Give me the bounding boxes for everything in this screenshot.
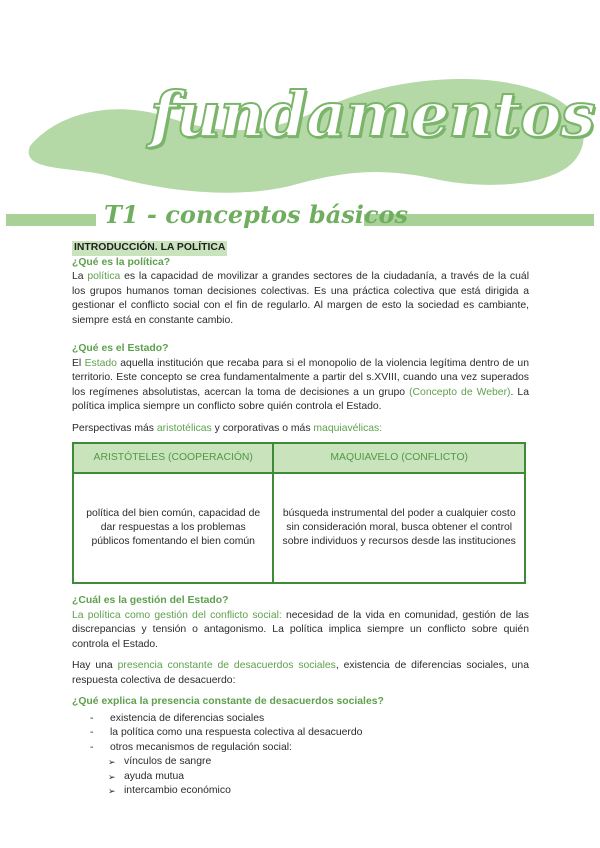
arrow-icon: ➢ (108, 786, 116, 796)
term-maquiavelicas: maquiavélicas: (313, 422, 383, 434)
dash-marker: - (90, 727, 94, 738)
term-gestion-conflicto: La política como gestión del conflicto social: (72, 609, 282, 621)
term-aristotelicas: aristotélicas (156, 422, 212, 434)
comparison-table (72, 442, 526, 584)
list-item-text: vínculos de sangre (124, 756, 212, 767)
arrow-icon: ➢ (108, 771, 116, 782)
text: . La política implica siempre un conflicto sobre quién controla el Estado. (72, 386, 529, 412)
paragraph-estado (72, 357, 529, 415)
list-item-text: intercambio económico (124, 785, 231, 796)
content (72, 241, 529, 799)
table-header-aristoteles: ARISTÓTELES (COOPERACIÓN) (73, 443, 273, 473)
list-explica (72, 712, 529, 756)
intro-heading: INTRODUCCIÓN. LA POLÍTICA (72, 241, 227, 256)
sublist-mecanismos (72, 755, 529, 799)
spacer (72, 688, 529, 695)
reference-weber: (Concepto de Weber) (409, 386, 511, 398)
list-item-text: la política como una respuesta colectiva al desacuerdo (110, 727, 363, 738)
text: , existencia de diferencias sociales, una respuesta colectiva de desacuerdo: (72, 660, 529, 686)
list-item-text: ayuda mutua (124, 770, 185, 782)
text: El (72, 357, 85, 369)
question-gestion: ¿Cuál es la gestión del Estado? (72, 595, 229, 606)
table-header-row (73, 443, 525, 473)
question-explica: ¿Qué explica la presencia constante de desacuerdos sociales? (72, 696, 384, 707)
text: necesidad de la vida en comunidad, gestión de las discrepancias y tensión o antagonismo. La política implica siempre un conflicto sobre quién controla el Estado. (72, 609, 530, 650)
spacer (72, 328, 529, 342)
spacer (72, 415, 529, 422)
question-politica: ¿Qué es la política? (72, 256, 171, 268)
spacer (72, 652, 529, 659)
term-desacuerdos: presencia constante de desacuerdos sociales (117, 660, 336, 671)
list-item-text: existencia de diferencias sociales (110, 712, 265, 724)
list-item (108, 784, 529, 799)
question-estado: ¿Qué es el Estado? (72, 343, 169, 354)
list-item (90, 726, 529, 741)
arrow-icon: ➢ (108, 757, 116, 767)
list-item-text: otros mecanismos de regulación social: (110, 741, 292, 753)
dash-marker: - (90, 741, 94, 753)
list-item (108, 770, 529, 785)
paragraph-gestion (72, 609, 529, 653)
paragraph-desacuerdos (72, 659, 529, 688)
list-item (90, 712, 529, 727)
title-bar-left (6, 214, 96, 226)
list-item (90, 741, 529, 756)
page-title: fundamentos (150, 78, 595, 151)
dash-marker: - (90, 712, 94, 724)
text: Hay una (72, 660, 118, 671)
paragraph-politica (72, 270, 529, 328)
intro-heading-wrap (72, 241, 529, 256)
text: y corporativas o más (211, 422, 314, 434)
table-cell-aristoteles: política del bien común, capacidad de dar respuestas a los problemas públicos fomentando el bien común (73, 473, 273, 583)
term-politica: política (87, 271, 121, 282)
section-title: T1 - conceptos básicos (104, 200, 409, 229)
text: La (72, 271, 88, 282)
text: aquella institución que recaba para si el monopolio de la violencia legítima dentro de un territorio. Este concepto se crea fundamentalmente a partir del s.XVIII, cuando una vez superados los regímenes absolutistas, acercan la toma de decisiones a un grupo (72, 357, 529, 398)
table-header-maquiavelo: MAQUIAVELO (CONFLICTO) (273, 443, 525, 473)
table-cell-maquiavelo: búsqueda instrumental del poder a cualquier costo sin consideración moral, busca obtener el control sobre individuos y recursos desde las instituciones (273, 473, 525, 583)
paragraph-perspectivas (72, 422, 529, 437)
list-item (108, 755, 529, 770)
text: Perspectivas más (72, 422, 157, 434)
text: es la capacidad de movilizar a grandes sectores de la ciudadanía, a través de la cuál los grupos humanos toman decisiones colectivas. Es una práctica colectiva que está dirigida a gestionar el conflicto social con el fin de regularlo. Al margen de esto la sociedad es cambiante, siempre está en constante cambio. (72, 271, 529, 326)
term-estado: Estado (84, 357, 117, 369)
table-row (73, 473, 525, 583)
